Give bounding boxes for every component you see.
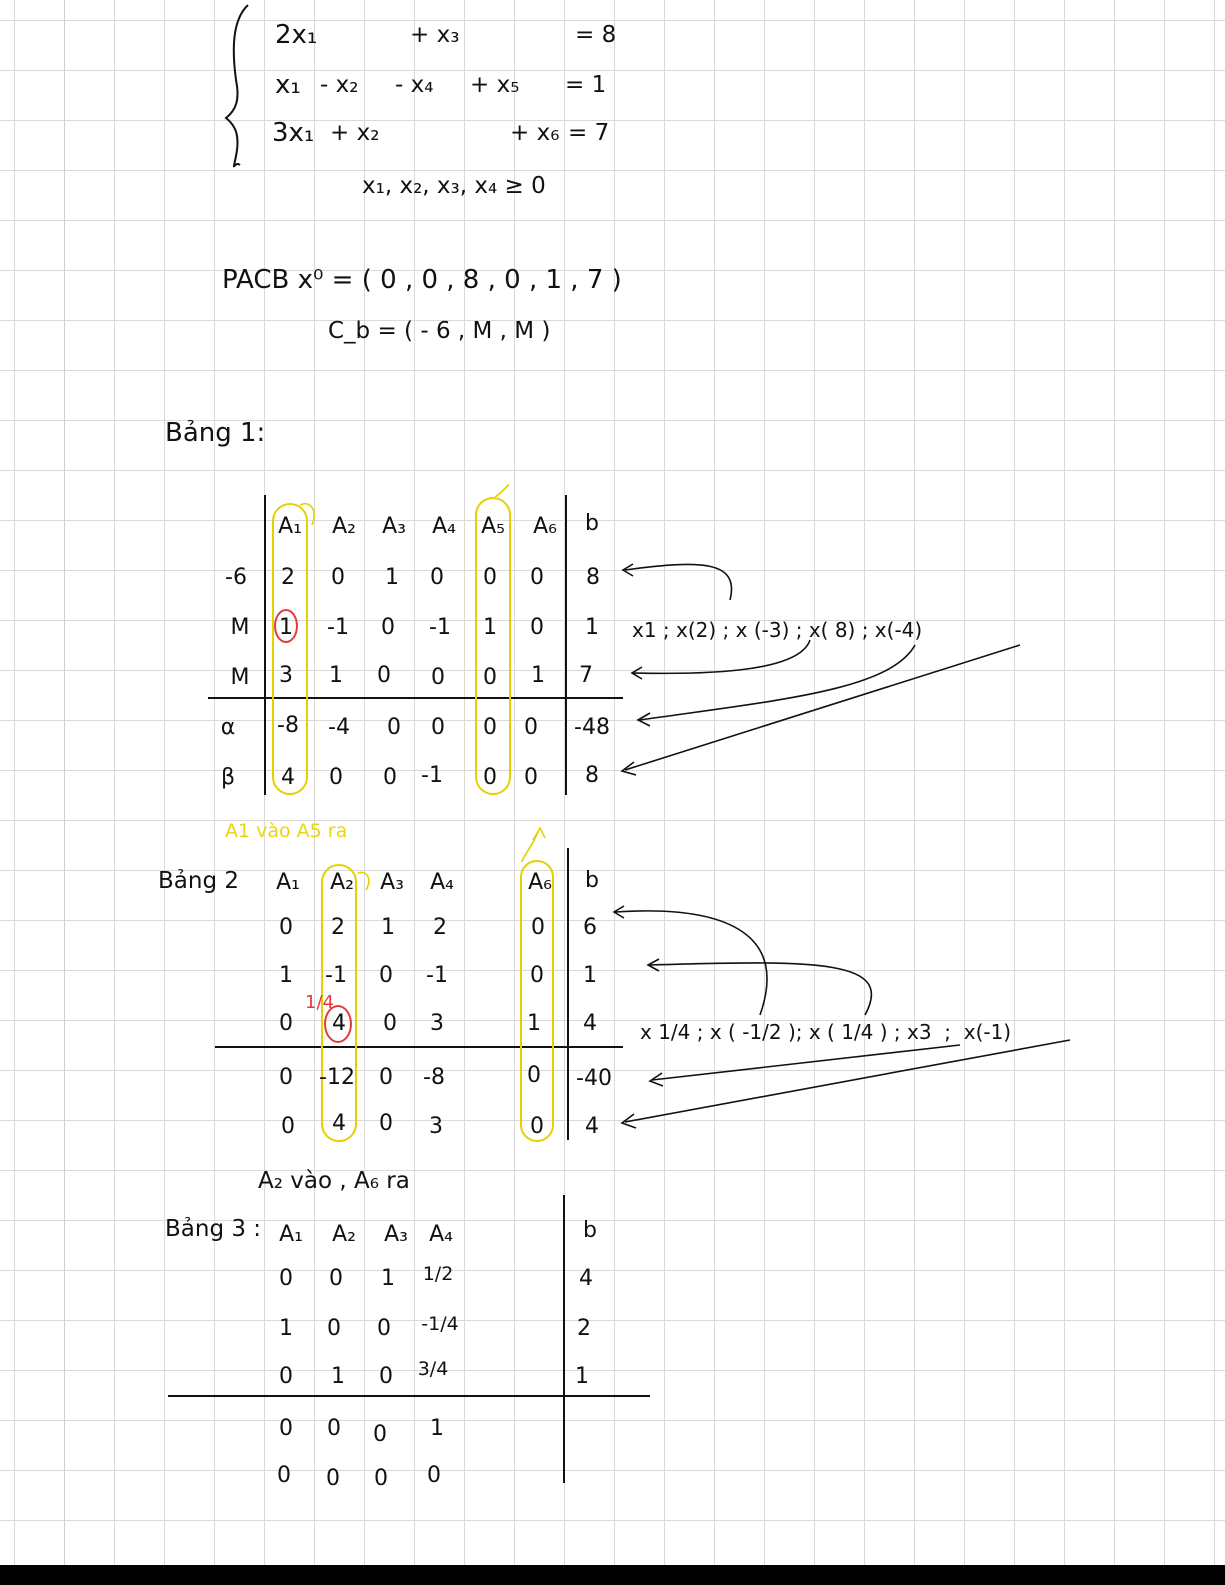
table1-row-operations: x1 ; x(2) ; x (-3) ; x( 8) ; x(-4) [632,618,923,642]
table2-pivot-note: A₂ vào , A₆ ra [258,1168,410,1194]
table-cell: -1/4 [421,1313,459,1335]
table-cell: 1/2 [422,1263,454,1285]
table-cell: 0 [531,915,545,940]
table-cell: 1 [279,963,293,988]
table-cell: 0 [327,1316,341,1341]
table-cell: 4 [332,1111,346,1136]
table1-pivot-note: A1 vào A5 ra [225,820,348,842]
t1-row-label: β [220,765,236,790]
t1-header-a1: A₁ [278,514,302,539]
table-cell: 0 [527,1063,541,1088]
eq2-term-x2: - x₂ [320,72,359,98]
table-cell: 0 [524,715,538,740]
table-cell: -40 [576,1066,612,1091]
table-cell: 0 [377,663,391,688]
table-cell: 0 [379,963,393,988]
t2-header-a6: A₆ [528,870,552,895]
table-cell: 4 [579,1266,593,1291]
table-cell: -1 [421,763,443,788]
table-cell: 0 [279,1266,293,1291]
table-cell: 0 [530,963,544,988]
table2-pivot-scale: 1/4 [305,992,334,1013]
table-cell: 0 [483,565,497,590]
t1-header-a3: A₃ [382,514,406,539]
eq2-term-x1: x₁ [275,70,301,100]
table-cell: -48 [574,715,610,740]
table-cell: 1 [531,663,545,688]
table-cell: 0 [483,665,497,690]
t2-header-a1: A₁ [276,870,300,895]
table-cell: 0 [530,615,544,640]
table-cell: 0 [377,1316,391,1341]
table-cell: 1 [585,615,599,640]
cb-line: C_b = ( - 6 , M , M ) [328,318,551,344]
t1-header-b: b [585,511,599,536]
t3-header-a4: A₄ [429,1222,453,1247]
table-cell: 1 [279,1316,293,1341]
eq1-rhs: = 8 [575,22,617,48]
t1-header-a2: A₂ [332,514,356,539]
table-cell: 0 [279,1065,293,1090]
table-cell: 1 [381,1266,395,1291]
table-cell: 0 [530,565,544,590]
table3-vrule [563,1195,565,1483]
table-cell: 0 [431,665,445,690]
table-cell: 0 [381,615,395,640]
table-cell: 3 [279,663,293,688]
table-cell: 0 [374,1466,388,1491]
table-cell: 0 [279,1364,293,1389]
table-cell: -4 [328,715,350,740]
eq1-term-x3: + x₃ [410,22,460,48]
table-cell: 0 [326,1466,340,1491]
table-cell: 0 [373,1422,387,1447]
table-cell: -12 [319,1065,355,1090]
eq2-rhs: = 1 [565,72,607,98]
table2-vrule [567,848,569,1140]
t3-header-b: b [583,1218,597,1243]
table-cell: 0 [331,565,345,590]
table-cell: 0 [430,565,444,590]
table-cell: -8 [277,713,299,738]
table-cell: 0 [383,765,397,790]
bottom-bar [0,1565,1225,1585]
table-cell: 2 [433,915,447,940]
table-cell: 0 [483,715,497,740]
table-cell: -1 [325,963,347,988]
table3-hrule [168,1395,650,1397]
eq3-rhs: = 7 [568,120,610,146]
eq3-term-x6: + x₆ [510,120,560,146]
table-cell: 7 [579,663,593,688]
table-cell: 2 [577,1316,591,1341]
eq2-term-x5: + x₅ [470,72,520,98]
table-cell: 4 [281,765,295,790]
table-cell: 1 [385,565,399,590]
t2-header-a3: A₃ [380,870,404,895]
table-cell: 0 [327,1416,341,1441]
table1-hrule [208,697,623,699]
table-cell: -1 [327,615,349,640]
table-cell: 0 [279,915,293,940]
t1-row-label: -6 [225,565,247,590]
t1-row-label: α [220,715,236,740]
table-cell: 1 [430,1416,444,1441]
table-cell: 3 [429,1114,443,1139]
t3-header-a2: A₂ [332,1222,356,1247]
table-cell: 1 [575,1364,589,1389]
table-cell: 2 [281,565,295,590]
t3-header-a3: A₃ [384,1222,408,1247]
table-cell: 4 [332,1011,346,1036]
eq3-term-x1: 3x₁ [272,118,315,148]
table1-vrule-left [264,495,266,795]
table1-vrule-right [565,495,567,795]
table-cell: 0 [427,1463,441,1488]
table-cell: 0 [279,1011,293,1036]
table-cell: 0 [281,1114,295,1139]
t2-header-a4: A₄ [430,870,454,895]
table-cell: -1 [429,615,451,640]
t1-header-a4: A₄ [432,514,456,539]
table-cell: 0 [379,1364,393,1389]
table2-hrule [215,1046,623,1048]
table2-title: Bảng 2 [158,868,239,894]
table3-title: Bảng 3 : [165,1216,262,1242]
pacb-line: PACB x⁰ = ( 0 , 0 , 8 , 0 , 1 , 7 ) [222,265,622,295]
table-cell: 2 [331,915,345,940]
table-cell: 1 [331,1364,345,1389]
table2-row-operations: x 1/4 ; x ( -1/2 ); x ( 1/4 ) ; x3 ; x(-1) [640,1020,1012,1044]
table-cell: 0 [524,765,538,790]
table-cell: 0 [379,1065,393,1090]
table-cell: 3/4 [417,1358,449,1380]
table1-title: Bảng 1: [165,418,266,448]
t1-header-a6: A₆ [533,514,557,539]
table-cell: 1 [381,915,395,940]
table-cell: -1 [426,963,448,988]
table-cell: 0 [329,765,343,790]
table-cell: 0 [530,1114,544,1139]
margin-rule [64,0,65,1565]
table-cell: 3 [430,1011,444,1036]
t1-row-label: M [230,665,250,690]
table1-leaving-column-highlight [475,497,511,795]
table-cell: 0 [383,1011,397,1036]
table-cell: 0 [483,765,497,790]
table2-leaving-column-highlight [520,860,554,1142]
eq1-term-x1: 2x₁ [275,20,318,50]
table-cell: 4 [585,1114,599,1139]
nonnegativity-constraint: x₁, x₂, x₃, x₄ ≥ 0 [362,173,546,199]
eq3-term-x2: + x₂ [330,120,380,146]
table-cell: 6 [583,915,597,940]
table-cell: 8 [586,565,600,590]
table-cell: 0 [279,1416,293,1441]
table-cell: 0 [387,715,401,740]
table-cell: 1 [279,615,293,640]
t3-header-a1: A₁ [279,1222,303,1247]
table-cell: 1 [329,663,343,688]
eq2-term-x4: - x₄ [395,72,434,98]
table-cell: 8 [585,763,599,788]
table-cell: 1 [527,1011,541,1036]
t1-row-label: M [230,615,250,640]
t2-header-b: b [585,868,599,893]
table-cell: 1 [583,963,597,988]
t1-header-a5: A₅ [481,514,505,539]
table-cell: 4 [583,1011,597,1036]
table1-pivot-column-highlight [272,503,308,795]
table-cell: 0 [431,715,445,740]
table-cell: -8 [423,1065,445,1090]
table-cell: 0 [277,1463,291,1488]
t2-header-a2: A₂ [330,870,354,895]
table-cell: 0 [329,1266,343,1291]
table-cell: 1 [483,615,497,640]
table-cell: 0 [379,1111,393,1136]
